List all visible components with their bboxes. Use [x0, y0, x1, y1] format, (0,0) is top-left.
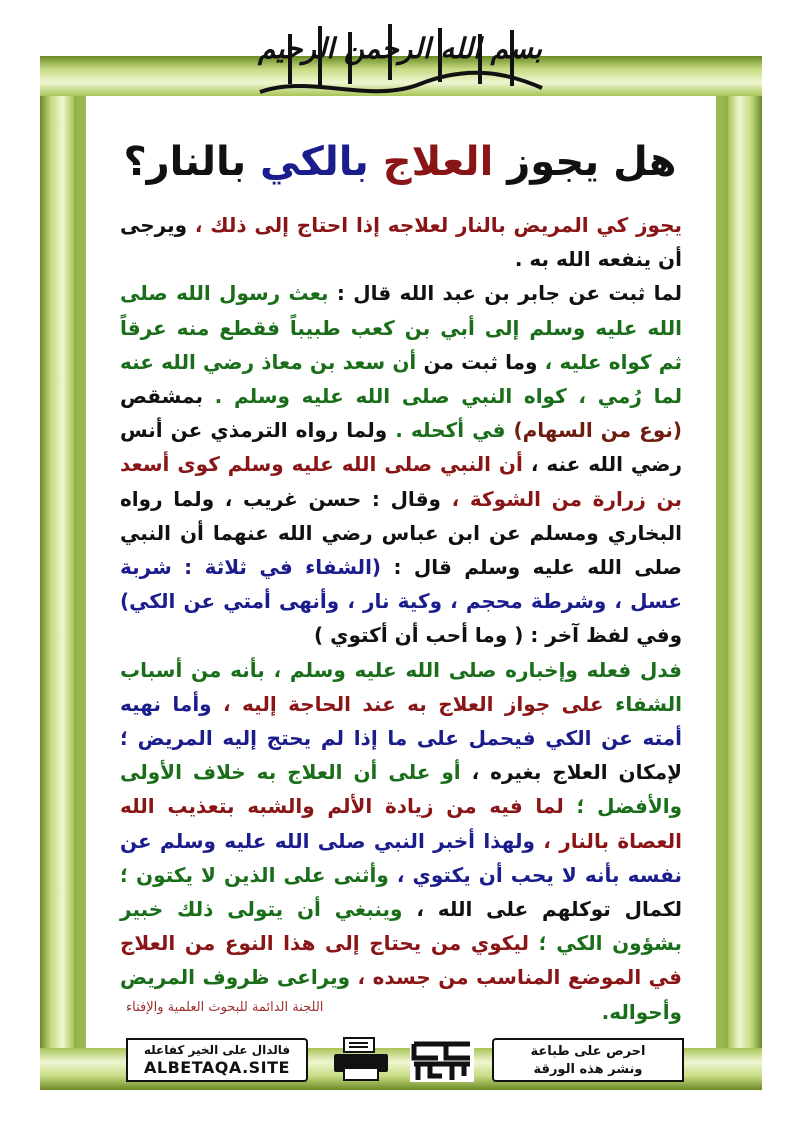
print-call-box	[492, 1038, 684, 1082]
site-slogan: فالدال على الخير كفاعله	[143, 1043, 291, 1057]
source-attribution: اللجنة الدائمة للبحوث العلمية والإفتاء	[126, 1000, 324, 1015]
text-span: وأثنى على الذين لا يكتون ؛	[120, 862, 389, 887]
text-span: (نوع من السهام)	[513, 418, 683, 443]
title-part-3: بالكي	[260, 139, 369, 185]
paragraph-3	[120, 653, 682, 1029]
text-span: في أكحله .	[395, 418, 506, 443]
text-span: وأما نهيه أمته عن الكي فيحمل على ما إذا لم يحتج إليه المريض ؛	[120, 691, 682, 751]
site-box	[126, 1038, 308, 1082]
text-span: لما ثبت عن جابر بن عبد الله قال :	[336, 281, 682, 306]
text-span: أو على أن العلاج به خلاف الأولى والأفضل ؛	[120, 760, 683, 819]
text-span: ويرجى أن ينفعه الله به .	[120, 213, 682, 272]
title-part-1: هل يجوز	[507, 139, 677, 185]
text-span: ويراعى ظروف المريض وأحواله.	[120, 965, 682, 1024]
title-part-2: العلاج	[382, 139, 494, 185]
text-span: وفي لفظ آخر : ( وما أحب أن أكتوي )	[314, 623, 682, 648]
print-call-line-2: ونشر هذه الورقة	[533, 1062, 643, 1077]
print-call-line-1: احرص على طباعة	[530, 1044, 646, 1059]
logo-text: دعوة الورقة	[442, 1082, 447, 1083]
paragraph-1	[120, 208, 682, 276]
text-span: لما فيه من زيادة الألم والشبه بتعذيب الله العصاة بالنار ،	[120, 794, 682, 853]
text-span: ولهذا أخبر النبي صلى الله عليه وسلم عن نفسه بأنه لا يحب أن يكتوي ،	[120, 828, 682, 887]
text-span: وما ثبت من	[423, 349, 538, 374]
printer-icon	[330, 1036, 392, 1084]
page-title	[100, 136, 700, 188]
text-span: بعث رسول الله صلى الله عليه وسلم إلى أبي بن كعب طبيباً فقطع منه عرقاً ثم كواه عليه ،	[120, 281, 682, 374]
text-span: فدل فعله وإخباره صلى الله عليه وسلم ، بأنه من أسباب الشفاء	[120, 657, 682, 716]
text-span: ليكوي من يحتاج إلى هذا النوع من العلاج في الموضع المناسب من جسده ،	[120, 931, 682, 990]
footer-bar	[126, 1036, 686, 1084]
text-span: وقال : حسن غريب ، ولما رواه البخاري ومسلم عن ابن عباس رضي الله عنهما أن النبي صلى الله عليه وسلم قال :	[120, 486, 682, 580]
article-body	[120, 208, 682, 1029]
text-span: بمشقص	[120, 384, 203, 409]
dawah-paper-logo-icon	[408, 1036, 476, 1084]
title-part-4: بالنار؟	[123, 139, 247, 185]
text-span: وينبغي أن يتولى ذلك خبير بشؤون الكي ؛	[120, 897, 682, 956]
text-span: أن سعد بن معاذ رضي الله عنه لما رُمي ، كواه النبي صلى الله عليه وسلم .	[120, 349, 682, 409]
text-span: لكمال توكلهم على الله ،	[416, 897, 683, 922]
site-url[interactable]: ALBETAQA.SITE	[144, 1058, 290, 1077]
text-span: لإمكان العلاج بغيره ،	[471, 760, 682, 785]
text-span: ولما رواه الترمذي عن أنس رضي الله عنه ،	[120, 418, 682, 477]
text-span: أن النبي صلى الله عليه وسلم كوى أسعد بن زرارة من الشوكة ،	[120, 452, 683, 511]
text-span: (الشفاء في ثلاثة : شربة عسل ، وشرطة محجم ، وكية نار ، وأنهى أمتي عن الكي)	[120, 555, 682, 614]
text-span: على جواز العلاج به عند الحاجة إليه ،	[223, 691, 604, 716]
paragraph-2	[120, 276, 682, 652]
text-span: يجوز كي المريض بالنار لعلاجه إذا احتاج إلى ذلك ،	[194, 213, 682, 237]
basmala: بسم الله الرحمن الرحيم	[258, 32, 542, 65]
